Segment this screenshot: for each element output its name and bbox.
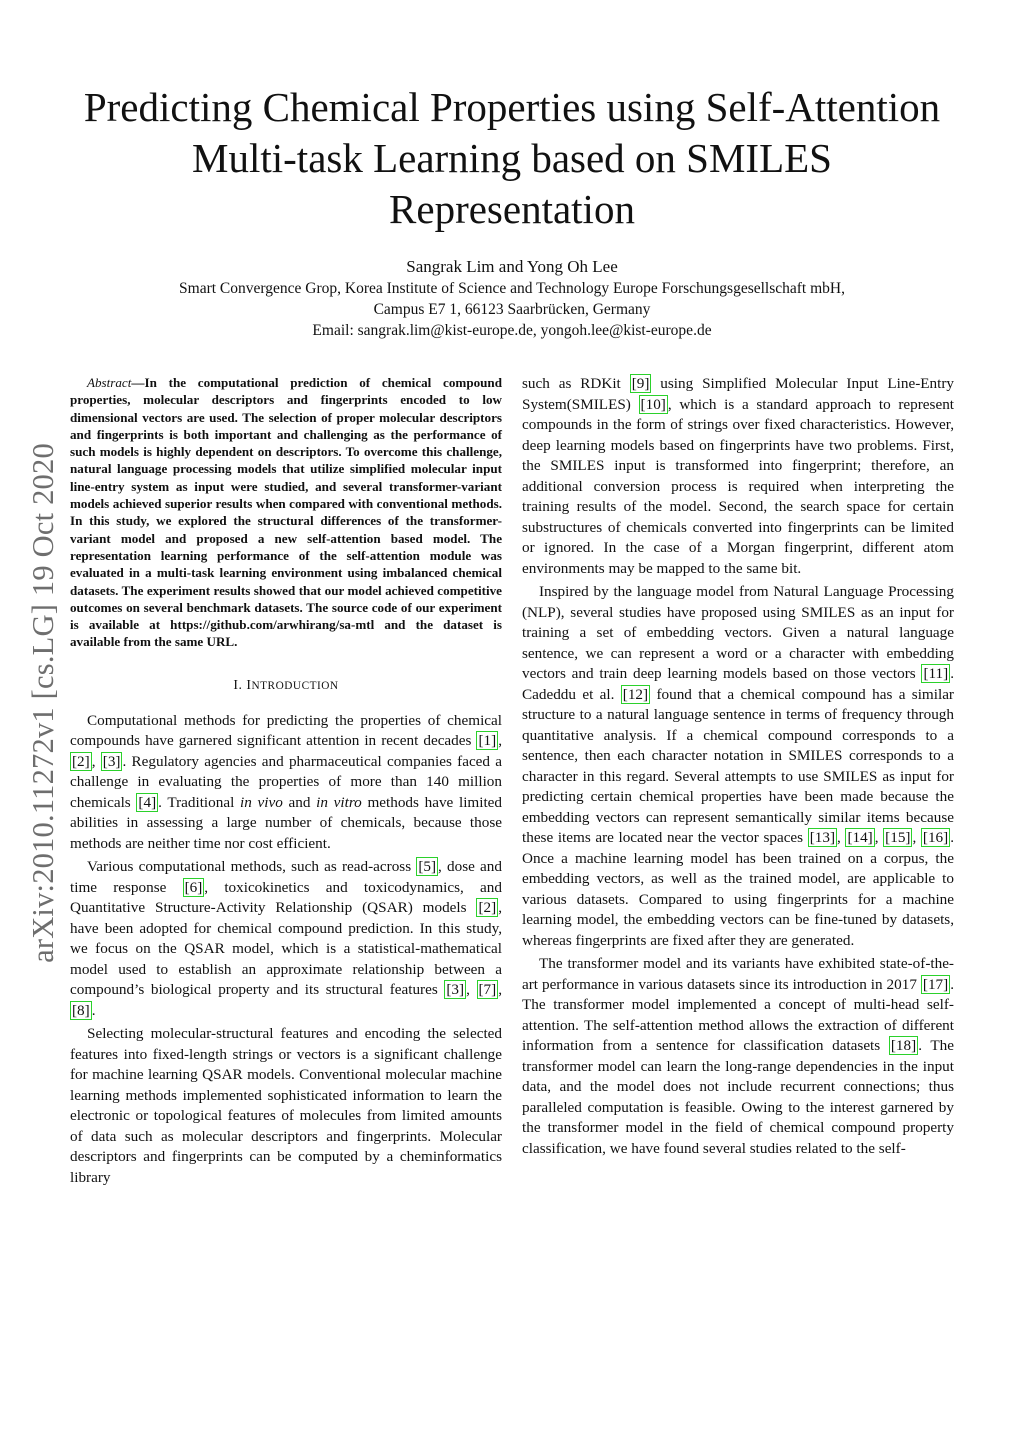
section-title-rest: NTRODUCTION: [251, 679, 339, 692]
intro-paragraph-5: The transformer model and its variants have exhibited state-of-the-art performance in various datasets since its introduction in 2017 [17] . The transformer model implemented a concept of multi-head self-attention. The self-attention method allows the extraction of different information from a sentence for classification datasets [18] . The transformer model can learn the long-range dependencies in the input data, and the model does not include recurrent connections; thus paralleled computation is feasible. Owing to the interest garnered by the transformer model in the field of chemical compound property classification, we have found several studies related to the self-: [522, 955, 954, 1157]
abstract-text: —In the computational prediction of chemical compound properties, molecular descriptors and fingerprints encoded to low dimensional vectors are used. The selection of proper molecular descriptors and fingerprints is both important and challenging as the performance of such models is highly dependent on descriptors. To overcome this challenge, natural language processing models that utilize simplified molecular input line-entry system as input were studied, and several transformer-variant models achieved superior results when compared with conventional methods. In this study, we explored the structural differences of the transformer-variant model and proposed a new self-attention based model. The representation learning performance of the self-attention module was evaluated in a multi-task learning environment using imbalanced chemical datasets. The experiment results showed that our model achieved competitive outcomes on several benchmark datasets. The source code of our experiment is available at https://github.com/arwhirang/sa-mtl and the dataset is available from the same URL.: [70, 375, 502, 650]
title-line: Representation: [389, 186, 635, 232]
intro-paragraph-1: Computational methods for predicting the properties of chemical compounds have garnered significant attention in recent decades [1] , [2] , [3] . Regulatory agencies and pharmaceutical companies faced a challenge in evaluating the properties of more than 140 million chemicals [4] . Traditional in vivo and in vitro methods have limited abilities in assessing a large number of chemicals, because those methods are neither time nor cost efficient.: [70, 711, 503, 852]
author-affiliation: [60, 278, 964, 341]
title-line: Multi-task Learning based on SMILES: [192, 135, 832, 181]
citation-link[interactable]: [2]: [478, 899, 497, 917]
citation-link[interactable]: [18]: [890, 1037, 917, 1054]
email-line: Email: sangrak.lim@kist-europe.de, yongoh.lee@kist-europe.de: [312, 322, 712, 339]
citation-link[interactable]: [7]: [478, 981, 497, 999]
citation-link[interactable]: [9]: [631, 375, 650, 392]
left-column: [70, 374, 502, 1188]
citation-link[interactable]: [5]: [418, 858, 437, 876]
arxiv-identifier-stamp: arXiv:2010.11272v1 [cs.LG] 19 Oct 2020: [26, 443, 60, 963]
right-column: [522, 374, 954, 1159]
affiliation-line: Campus E7 1, 66123 Saarbrücken, Germany: [373, 301, 651, 318]
citation-link[interactable]: [3]: [102, 752, 121, 770]
citation-link[interactable]: [4]: [138, 793, 157, 811]
citation-link[interactable]: [17]: [922, 975, 949, 993]
section-title-initial: I: [246, 676, 252, 692]
affiliation-line: Smart Convergence Grop, Korea Institute of Science and Technology Europe Forschungsgesellschaft mbH,: [179, 280, 845, 297]
citation-link[interactable]: [8]: [72, 1001, 90, 1019]
intro-paragraph-2: Various computational methods, such as read-across [5] , dose and time response [6] , toxicokinetics and toxicodynamics, and Quantitative Structure-Activity Relationship (QSAR) models [2] , have been adopted for chemical compound prediction. In this study, we focus on the QSAR model, which is a statistical-mathematical model used to establish an approximate relationship between a compound’s biological property and its structural features [3] , [7] , [8] .: [70, 858, 503, 1019]
citation-link[interactable]: [13]: [809, 829, 836, 846]
citation-link[interactable]: [1]: [478, 732, 497, 750]
paper-title: [40, 82, 984, 235]
intro-paragraph-3-continued: such as RDKit [9] using Simplified Molecular Input Line-Entry System(SMILES) [10] , which is a standard approach to represent compounds in the form of strings over fixed characteristics. However, deep learning models based on fingerprints have two problems. First, the SMILES input is transformed into fingerprint; therefore, an additional conversion process is required when interpreting the training results of the model. Second, the search space for certain substructures of chemicals converted into fingerprints can be limited or ignored. In the case of a Morgan fingerprint, different atom environments may be mapped to the same bit.: [522, 375, 955, 577]
title-line: Predicting Chemical Properties using Self-Attention: [83, 84, 941, 130]
citation-link[interactable]: [10]: [640, 395, 666, 413]
citation-link[interactable]: [16]: [922, 829, 949, 846]
section-number: I.: [233, 676, 243, 692]
citation-link[interactable]: [14]: [847, 829, 873, 846]
intro-paragraph-3: Selecting molecular-structural features and encoding the selected features into fixed-length strings or vectors is a significant challenge for machine learning QSAR models. Conventional molecular machine learning methods implemented sophisticated information to learn the electronic or topological features of molecules from limited amounts of data such as molecular descriptors and fingerprints. Molecular descriptors and fingerprints can be computed by a cheminformatics library: [70, 1025, 502, 1186]
citation-link[interactable]: [15]: [885, 829, 911, 846]
citation-link[interactable]: [11]: [923, 665, 949, 682]
abstract-label: Abstract: [87, 375, 132, 390]
citation-link[interactable]: [2]: [72, 752, 90, 770]
citation-link[interactable]: [12]: [622, 685, 649, 703]
intro-paragraph-4: Inspired by the language model from Natural Language Processing (NLP), several studies have proposed using SMILES as an input for training a set of embedding vectors. Given a natural language sentence, we can represent a word or a character with embedding vectors and train deep learning models based on those vectors [11] . Cadeddu et al. [12] found that a chemical compound has a similar structure to a natural language sentence in terms of frequency through quantitative analysis. If a chemical compound corresponds to a sentence, then each character notation in SMILES corresponds to a character in this regard. Several attempts to use SMILES as input for predicting certain chemical properties have been made because the embedding vectors can represent semantically similar items because these items are located near the vector spaces [13] , [14] , [15] , [16] . Once a machine learning model has been trained on a corpus, the embedding vectors, as well as the trained model, are applicable to various datasets. Compared to using fingerprints for a machine learning model, the embedding vectors can be fine-tuned by datasets, whereas fingerprints are fixed after they are generated.: [522, 583, 955, 949]
section-heading-introduction: [70, 677, 502, 693]
citation-link[interactable]: [6]: [184, 878, 203, 896]
author-names: Sangrak Lim and Yong Oh Lee: [406, 257, 618, 276]
citation-link[interactable]: [3]: [446, 981, 465, 999]
abstract: [70, 374, 502, 651]
